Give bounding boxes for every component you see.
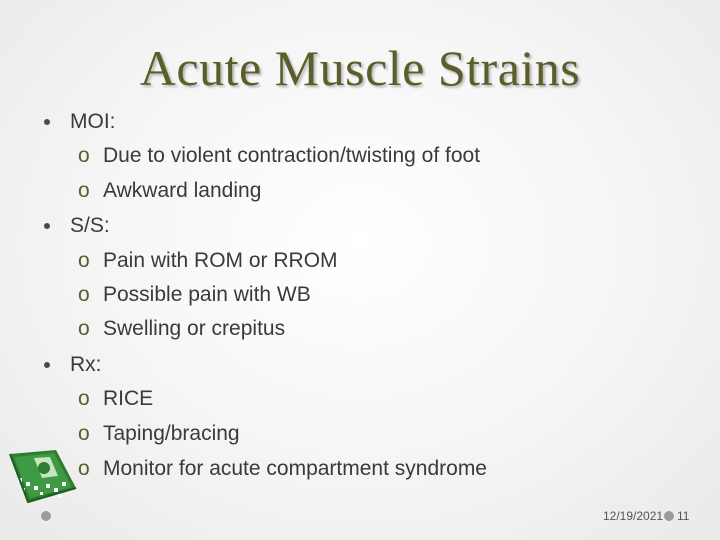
sub-bullet-marker: o (78, 249, 90, 272)
list-item: Possible pain with WB (103, 283, 311, 306)
bullet-dot (44, 223, 50, 229)
sub-bullet-marker: o (78, 457, 90, 480)
list-item: Pain with ROM or RROM (103, 249, 338, 272)
slide-title: Acute Muscle Strains (139, 40, 581, 96)
sub-bullet-marker: o (78, 387, 90, 410)
section-label-ss: S/S: (70, 214, 110, 237)
section-label-moi: MOI: (70, 110, 116, 133)
list-item: Due to violent contraction/twisting of foot (103, 144, 481, 167)
list-item: Awkward landing (103, 179, 262, 202)
sub-bullet-marker: o (78, 179, 90, 202)
list-item: RICE (103, 387, 154, 410)
bullet-dot (44, 119, 50, 125)
section-label-rx: Rx: (70, 353, 102, 376)
sub-bullet-marker: o (78, 422, 90, 445)
list-item: Monitor for acute compartment syndrome (103, 457, 487, 480)
slide-number: 11 (677, 509, 690, 523)
green-board-logo-icon (6, 448, 80, 504)
list-item: Taping/bracing (103, 422, 240, 445)
sub-bullet-marker: o (78, 283, 90, 306)
sub-bullet-marker: o (78, 144, 90, 167)
footer-left-dot (41, 511, 51, 521)
footer-date: 12/19/2021 (603, 509, 664, 523)
bullet-dot (44, 362, 50, 368)
footer-separator-dot (664, 511, 674, 521)
sub-bullet-marker: o (78, 317, 90, 340)
list-item: Swelling or crepitus (103, 317, 286, 340)
